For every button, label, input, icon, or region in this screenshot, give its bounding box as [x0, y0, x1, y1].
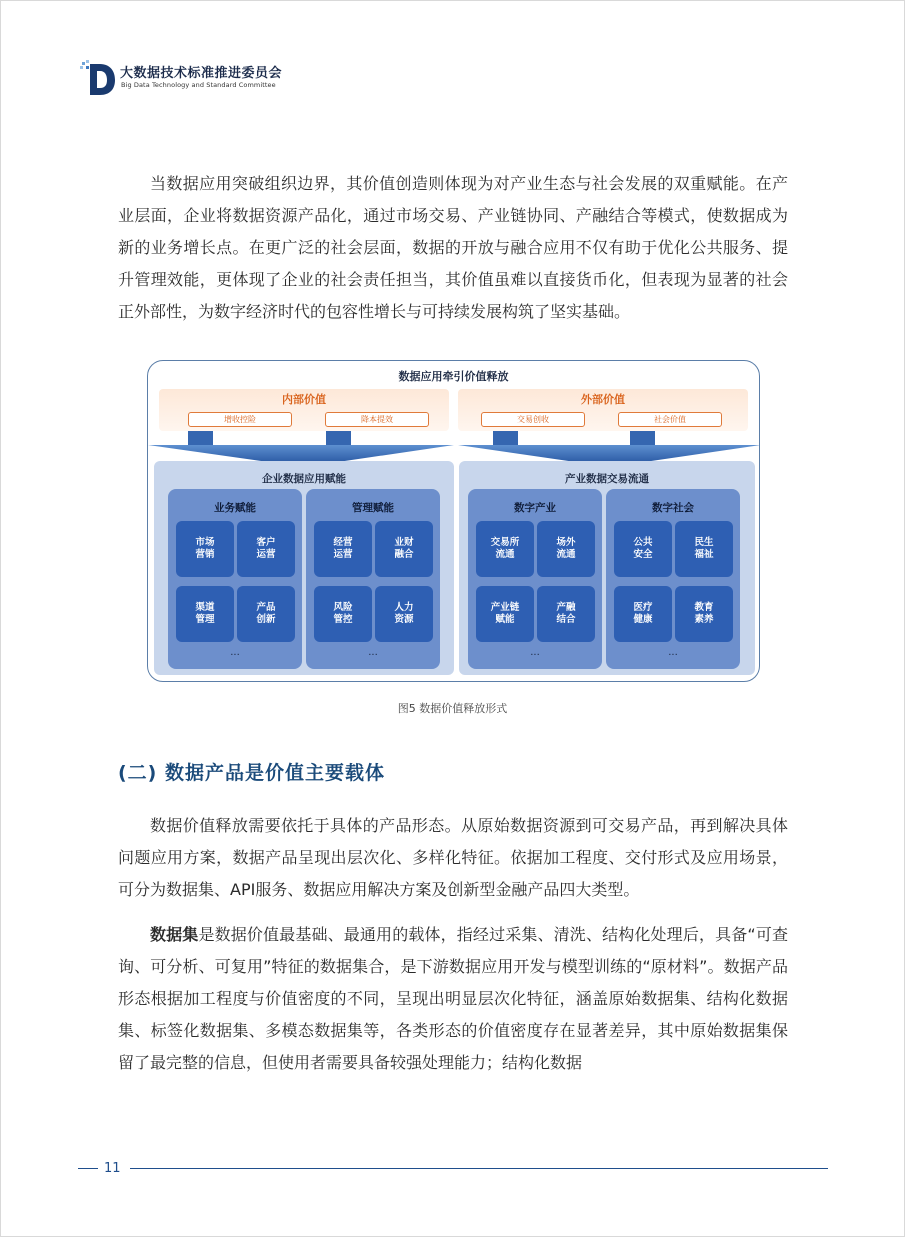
business-empowerment-group: [168, 489, 302, 669]
tile: 渠道 管理: [176, 586, 234, 642]
tile: 人力 资源: [375, 586, 433, 642]
value-tag: 降本提效: [325, 412, 429, 427]
figure-caption: 图5 数据价值释放形式: [397, 702, 508, 715]
external-value-label: 外部价值: [581, 393, 625, 406]
tile: 教育 素养: [675, 586, 733, 642]
paragraph-datasets: [118, 919, 788, 1079]
tile: 产业链 赋能: [476, 586, 534, 642]
footer-rule-left: [78, 1168, 98, 1169]
tile: 市场 营销: [176, 521, 234, 577]
paragraph-text: 是数据价值最基础、最通用的载体，指经过采集、清洗、结构化处理后，具备“可查询、可分析、可复用”特征的数据集合，是下游数据应用开发与模型训练的“原材料”。数据产品形态根据加工程度与价值密度的不同，呈现出明显层次化特征，涵盖原始数据集、结构化数据集、标签化数据集、多模态数据集等，各类形态的价值密度存在显著差异，其中原始数据集保留了最完整的信息，但使用者需要具备较强处理能力；结构化数据: [118, 925, 788, 1072]
group-label: 数字社会: [652, 502, 694, 514]
tile: 经营 运营: [314, 521, 372, 577]
footer-rule: [130, 1168, 828, 1169]
enterprise-data-panel: [154, 461, 454, 675]
section-heading: (二) 数据产品是价值主要载体: [118, 762, 385, 784]
ellipsis: ...: [230, 647, 240, 658]
digital-society-group: [606, 489, 740, 669]
diagram-title: 数据应用牵引价值释放: [398, 370, 509, 383]
org-name-cn: 大数据技术标准推进委员会: [120, 66, 283, 81]
tile: 民生 福祉: [675, 521, 733, 577]
org-name-en: Big Data Technology and Standard Committee: [121, 81, 276, 89]
external-value-panel: [458, 389, 748, 431]
group-label: 管理赋能: [352, 502, 394, 514]
bold-term: 数据集: [150, 925, 199, 944]
value-release-diagram: [147, 360, 760, 682]
tile: 业财 融合: [375, 521, 433, 577]
tile: 风险 管控: [314, 586, 372, 642]
group-label: 数字产业: [514, 502, 556, 514]
committee-logo-icon: [80, 60, 116, 96]
page-number: 11: [104, 1161, 121, 1176]
ellipsis: ...: [668, 647, 678, 658]
tile: 公共 安全: [614, 521, 672, 577]
tile: 场外 流通: [537, 521, 595, 577]
tile: 客户 运营: [237, 521, 295, 577]
tile: 产融 结合: [537, 586, 595, 642]
paragraph-product-forms: 数据价值释放需要依托于具体的产品形态。从原始数据资源到可交易产品，再到解决具体问题应用方案，数据产品呈现出层次化、多样化特征。依据加工程度、交付形式及应用场景，可分为数据集、API服务、数据应用解决方案及创新型金融产品四大类型。: [118, 816, 788, 899]
ellipsis: ...: [530, 647, 540, 658]
value-tag: 交易创收: [481, 412, 585, 427]
value-tag: 社会价值: [618, 412, 722, 427]
industry-data-label: 产业数据交易流通: [565, 473, 649, 485]
digital-industry-group: [468, 489, 602, 669]
ellipsis: ...: [368, 647, 378, 658]
group-label: 业务赋能: [214, 502, 256, 514]
tile: 交易所 流通: [476, 521, 534, 577]
internal-value-panel: [159, 389, 449, 431]
paragraph-value-creation: 当数据应用突破组织边界，其价值创造则体现为对产业生态与社会发展的双重赋能。在产业层面，企业将数据资源产品化，通过市场交易、产业链协同、产融结合等模式，使数据成为新的业务增长点。在更广泛的社会层面，数据的开放与融合应用不仅有助于优化公共服务、提升管理效能，更体现了企业的社会责任担当，其价值虽难以直接货币化，但表现为显著的社会正外部性，为数字经济时代的包容性增长与可持续发展构筑了坚实基础。: [118, 174, 788, 321]
industry-data-panel: [459, 461, 755, 675]
internal-value-label: 内部价值: [282, 393, 326, 406]
enterprise-data-label: 企业数据应用赋能: [262, 473, 346, 485]
tile: 医疗 健康: [614, 586, 672, 642]
management-empowerment-group: [306, 489, 440, 669]
tile: 产品 创新: [237, 586, 295, 642]
value-tag: 增收控险: [188, 412, 292, 427]
